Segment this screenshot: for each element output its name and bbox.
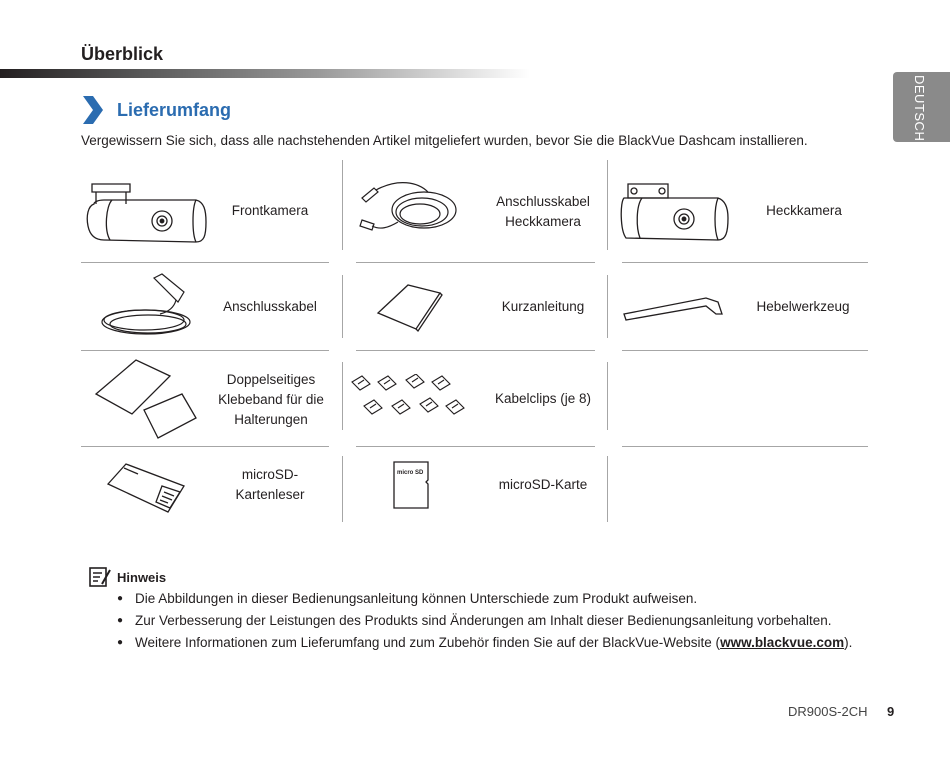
adhesive-tape-label-line3: Halterungen <box>234 412 308 427</box>
front-camera-image <box>84 176 210 246</box>
language-tab-label: DEUTSCH <box>912 75 927 142</box>
divider <box>81 446 329 447</box>
note-item-suffix: ). <box>844 635 853 650</box>
divider <box>622 350 868 351</box>
divider <box>607 275 608 338</box>
section-title: Lieferumfang <box>117 100 232 120</box>
divider <box>356 350 595 351</box>
divider <box>622 262 868 263</box>
power-cable-label: Anschlusskabel <box>223 299 317 314</box>
adhesive-tape-label-line2: Klebeband für die <box>218 392 324 407</box>
divider <box>342 160 343 250</box>
pry-tool-image <box>622 292 724 322</box>
note-item-text: Weitere Informationen zum Lieferumfang und zum Zubehör finden Sie auf der BlackVue-Website ( <box>135 635 721 650</box>
microsd-card-image <box>392 460 430 510</box>
adhesive-tape-label <box>206 370 336 430</box>
adhesive-tape-label-line1: Doppelseitiges <box>226 372 316 387</box>
footer-model: DR900S-2CH <box>788 704 868 719</box>
rear-cable-label-line2: Heckkamera <box>505 214 581 229</box>
divider <box>356 446 595 447</box>
divider <box>342 456 343 522</box>
microsd-card-label: microSD-Karte <box>498 477 588 492</box>
rear-camera-label: Heckkamera <box>766 203 842 218</box>
divider <box>81 262 329 263</box>
divider <box>607 160 608 250</box>
microsd-logo-text: micro SD <box>397 470 424 476</box>
chevron-right-icon <box>81 96 103 124</box>
divider <box>607 362 608 430</box>
note-title: Hinweis <box>117 570 167 585</box>
cable-clips-image <box>350 374 472 422</box>
power-cable-image <box>96 272 198 340</box>
card-reader-label <box>220 465 320 505</box>
rear-cable-label-line1: Anschlusskabel <box>496 194 590 209</box>
note-item <box>117 633 852 655</box>
note-item: ● Zur Verbesserung der Leistungen des Produkts sind Änderungen am Inhalt dieser Bedienungsanleitung vorbehalten. <box>117 611 852 633</box>
note-item: ● Die Abbildungen in dieser Bedienungsanleitung können Unterschiede zum Produkt aufweisen. <box>117 589 852 611</box>
divider <box>342 275 343 338</box>
note-list <box>117 589 852 655</box>
page-title: Überblick <box>81 44 164 64</box>
card-reader-image <box>106 460 188 514</box>
divider <box>356 262 595 263</box>
quick-guide-image <box>376 283 444 333</box>
adhesive-tape-image <box>92 358 202 442</box>
title-rule <box>0 69 530 78</box>
card-reader-label-line1: microSD- <box>241 467 299 482</box>
divider <box>607 456 608 522</box>
pry-tool-label: Hebelwerkzeug <box>756 299 850 314</box>
rear-camera-image <box>618 180 730 244</box>
rear-cable-label <box>483 192 603 232</box>
cable-clips-label: Kabelclips (je 8) <box>494 391 592 406</box>
card-reader-label-line2: Kartenleser <box>235 487 305 502</box>
language-tab[interactable] <box>893 72 950 142</box>
website-link[interactable]: www.blackvue.com <box>720 635 845 650</box>
divider <box>81 350 329 351</box>
divider <box>622 446 868 447</box>
quick-guide-label: Kurzanleitung <box>501 299 585 314</box>
page-number: 9 <box>887 704 895 719</box>
note-icon <box>88 566 112 588</box>
rear-cable-image <box>358 176 462 242</box>
intro-text: Vergewissern Sie sich, dass alle nachstehenden Artikel mitgeliefert wurden, bevor Sie die BlackVue Dashcam installieren. <box>81 133 808 148</box>
divider <box>342 362 343 430</box>
front-camera-label: Frontkamera <box>231 203 309 218</box>
